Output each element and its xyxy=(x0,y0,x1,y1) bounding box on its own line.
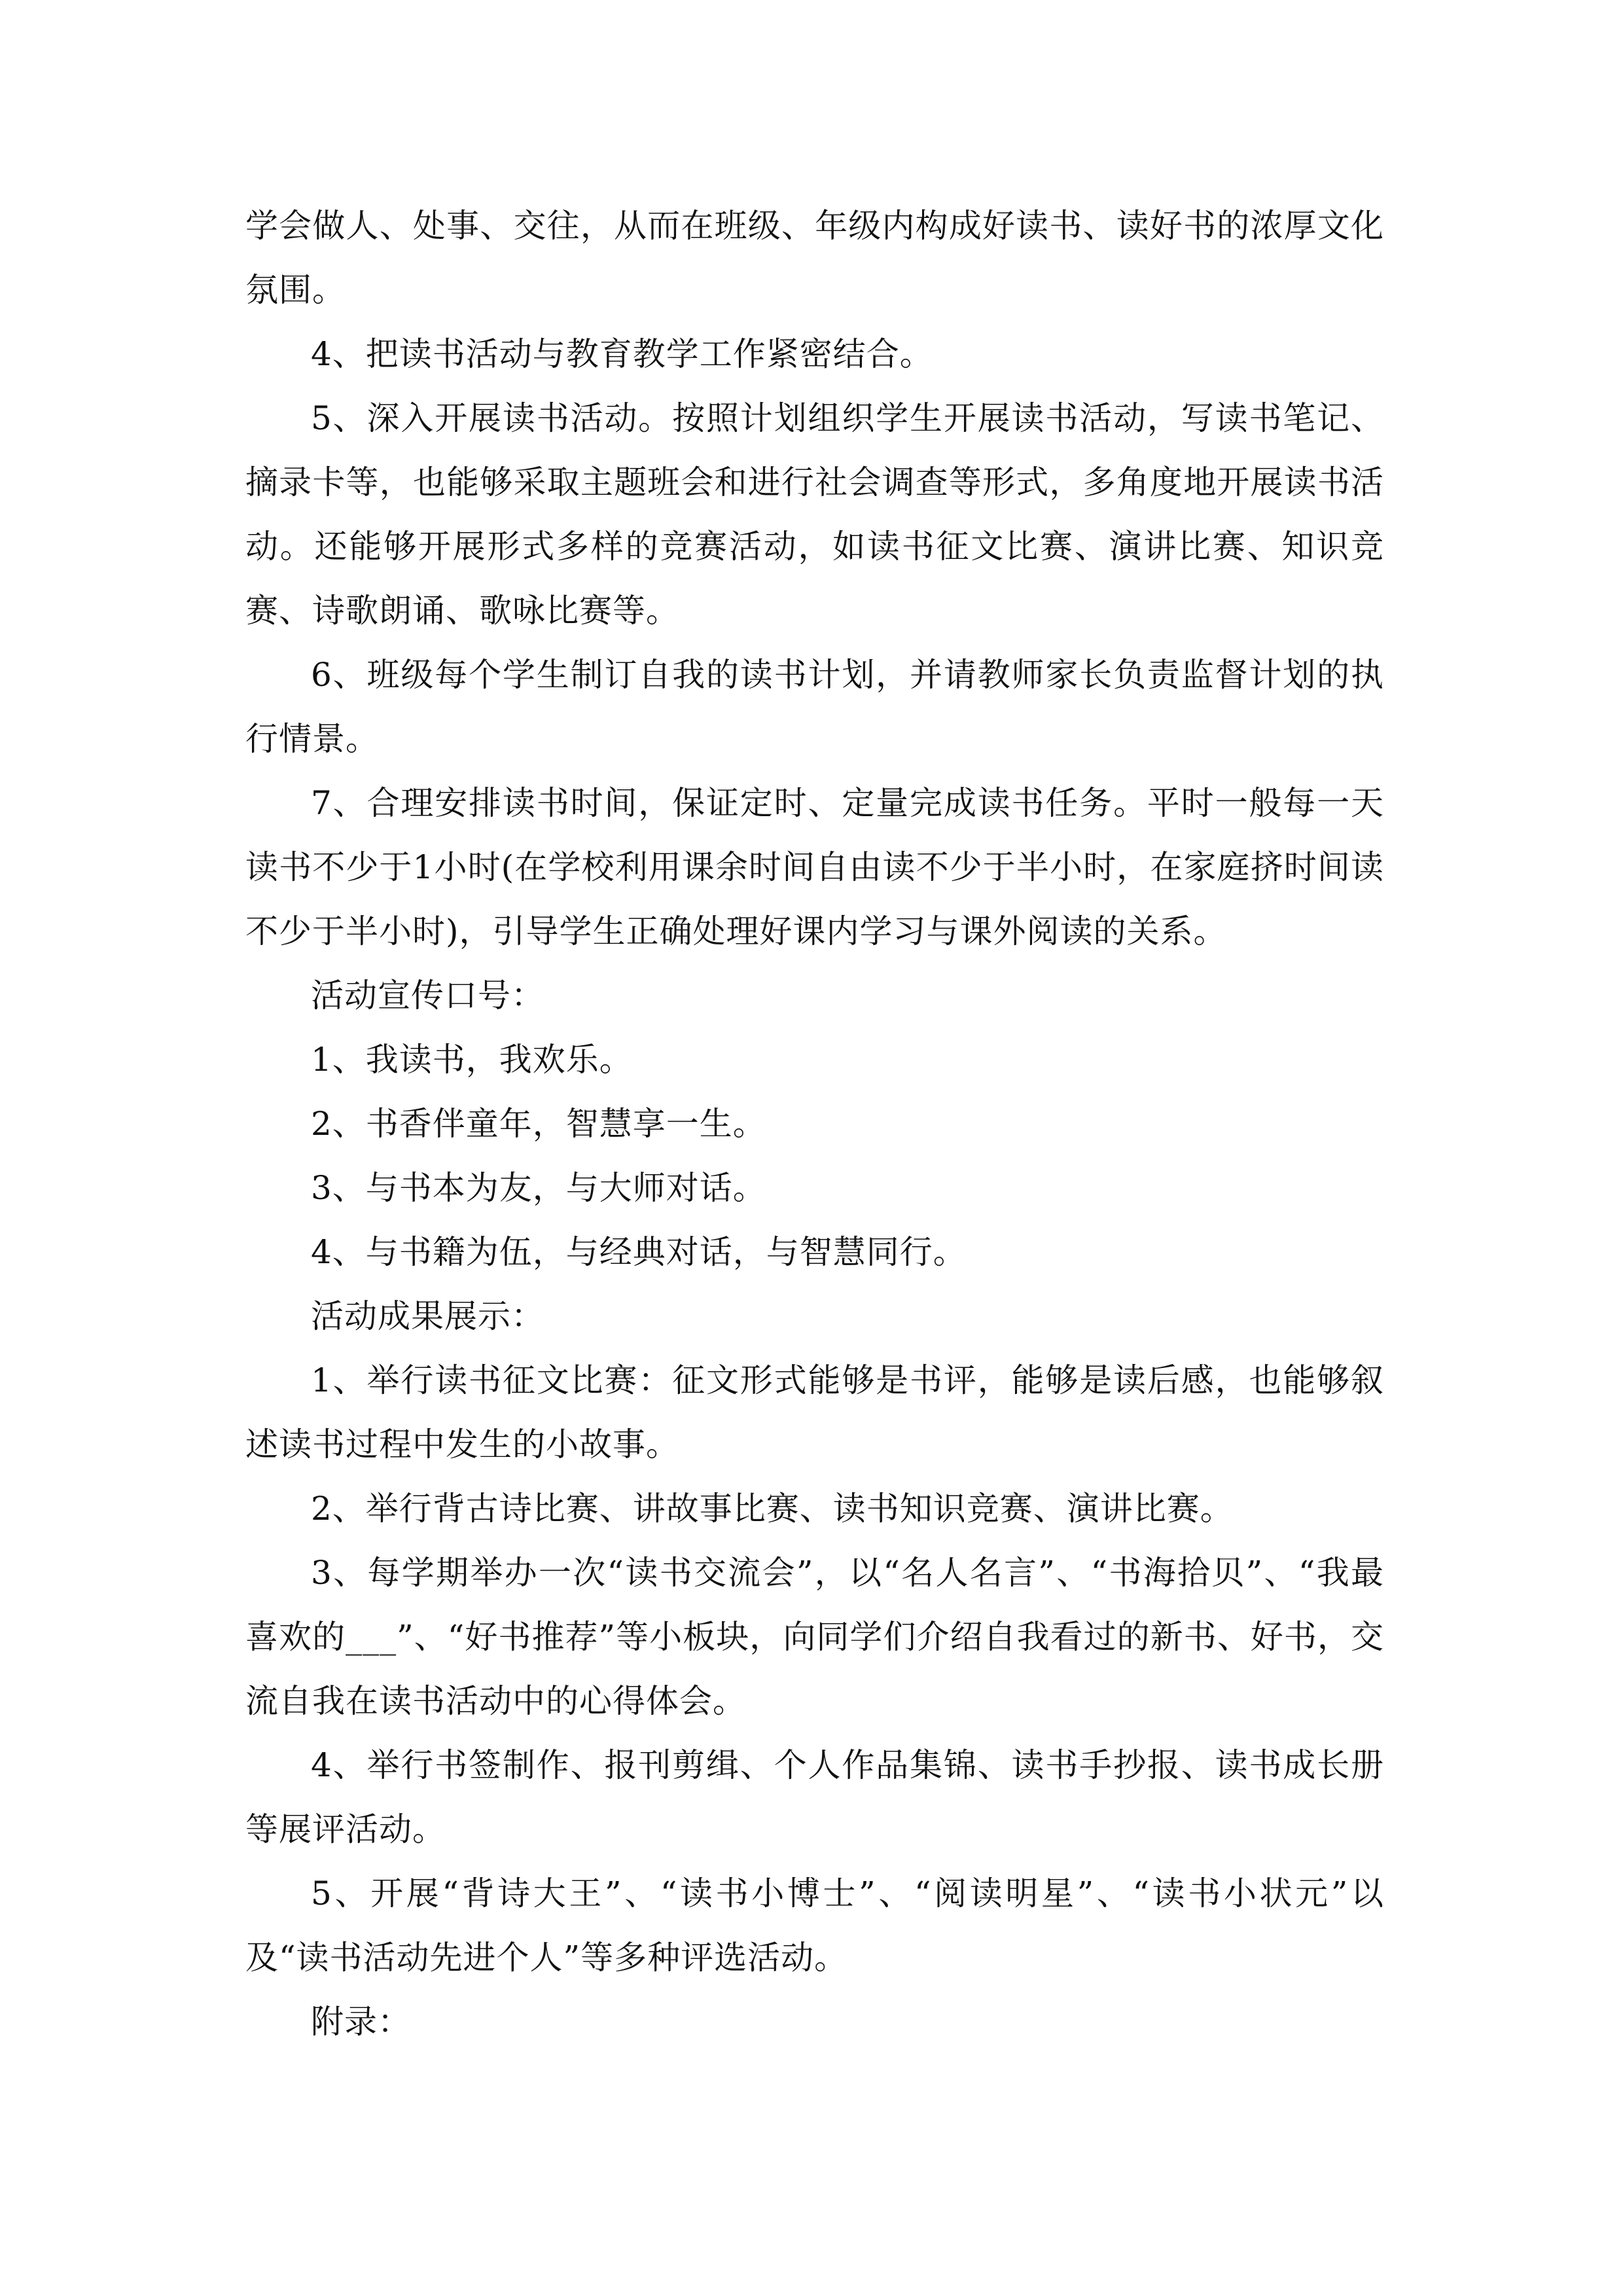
slogan-item-4: 4、与书籍为伍，与经典对话，与智慧同行。 xyxy=(311,1233,967,1271)
paragraph-item-7-reading-time: 7、合理安排读书时间，保证定时、定量完成读书任务。平时一般每一天读书不少于1小时(在学校利用课余时间自由读不少于半小时，在家庭挤时间读不少于半小时)，引导学生正确处理好课内学习与课外阅读的关系。 xyxy=(245,784,1384,950)
result-item-3: 3、每学期举办一次“读书交流会”，以“名人名言”、“书海拾贝”、“我最喜欢的___”、“好书推荐”等小板块，向同学们介绍自我看过的新书、好书，交流自我在读书活动中的心得体会。 xyxy=(245,1554,1384,1720)
paragraph-item-5-reading-activities: 5、深入开展读书活动。按照计划组织学生开展读书活动，写读书笔记、摘录卡等，也能够采取主题班会和进行社会调查等形式，多角度地开展读书活动。还能够开展形式多样的竞赛活动，如读书征文比赛、演讲比赛、知识竞赛、诗歌朗诵、歌咏比赛等。 xyxy=(245,399,1384,630)
result-item-1: 1、举行读书征文比赛：征文形式能够是书评，能够是读后感，也能够叙述读书过程中发生的小故事。 xyxy=(245,1361,1384,1463)
paragraph-continuation: 学会做人、处事、交往，从而在班级、年级内构成好读书、读好书的浓厚文化氛围。 xyxy=(245,207,1384,309)
section-heading-slogans: 活动宣传口号： xyxy=(311,977,544,1014)
slogan-item-3: 3、与书本为友，与大师对话。 xyxy=(311,1169,766,1207)
result-item-2: 2、举行背古诗比赛、讲故事比赛、读书知识竞赛、演讲比赛。 xyxy=(311,1490,1234,1528)
paragraph-item-4-integration: 4、把读书活动与教育教学工作紧密结合。 xyxy=(311,335,933,373)
slogan-item-2: 2、书香伴童年，智慧享一生。 xyxy=(311,1105,766,1143)
section-heading-appendix: 附录： xyxy=(311,2003,411,2041)
paragraph-item-6-reading-plan: 6、班级每个学生制订自我的读书计划，并请教师家长负责监督计划的执行情景。 xyxy=(245,656,1384,758)
result-item-5: 5、开展“背诗大王”、“读书小博士”、“阅读明星”、“读书小状元”以及“读书活动先进个人”等多种评选活动。 xyxy=(245,1874,1384,1977)
document-body xyxy=(245,194,1384,2054)
slogan-item-1: 1、我读书，我欢乐。 xyxy=(311,1041,633,1079)
result-item-4: 4、举行书签制作、报刊剪缉、个人作品集锦、读书手抄报、读书成长册等展评活动。 xyxy=(245,1746,1384,1848)
section-heading-results: 活动成果展示： xyxy=(311,1297,544,1335)
